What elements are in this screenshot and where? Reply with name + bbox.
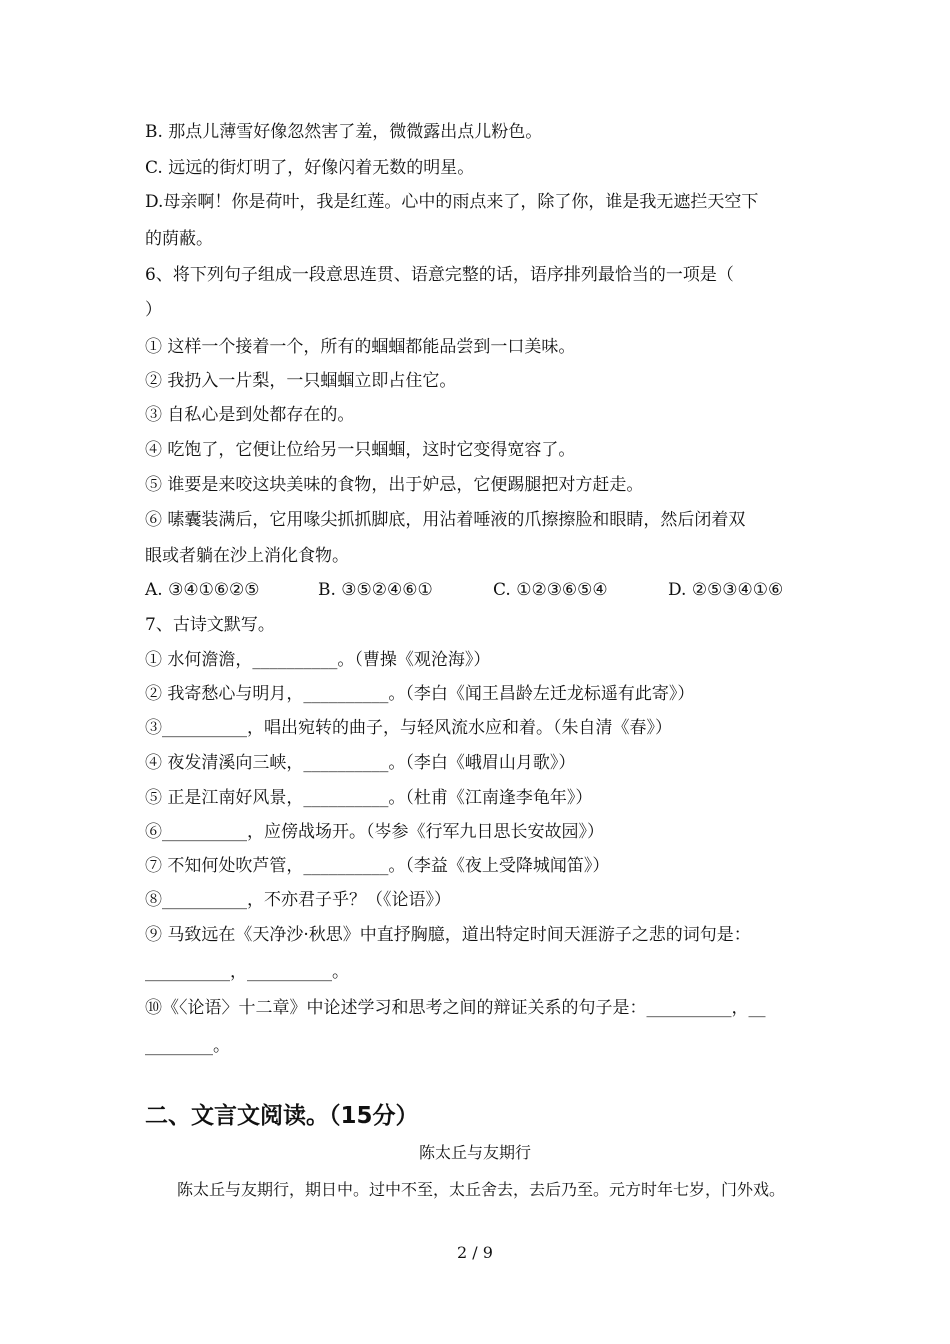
line-option-b: B. 那点儿薄雪好像忽然害了羞，微微露出点儿粉色。 bbox=[145, 122, 543, 142]
poem-9: ⑨ 马致远在《天净沙·秋思》中直抒胸臆，道出特定时间天涯游子之悲的词句是： bbox=[145, 925, 751, 945]
passage-body: 陈太丘与友期行，期日中。过中不至，太丘舍去，去后乃至。元方时年七岁，门外戏。 bbox=[177, 1180, 786, 1199]
poem-3: ③__________，唱出宛转的曲子，与轻风流水应和着。（朱自清《春》） bbox=[145, 718, 672, 738]
sentence-3: ③ 自私心是到处都存在的。 bbox=[145, 405, 355, 425]
question-7: 7、古诗文默写。 bbox=[145, 615, 275, 635]
line-option-d: D.母亲啊！你是荷叶，我是红莲。心中的雨点来了，除了你，谁是我无遮拦天空下 bbox=[145, 192, 759, 212]
line-option-c: C. 远远的街灯明了，好像闪着无数的明星。 bbox=[145, 158, 475, 178]
poem-7: ⑦ 不知何处吹芦管，__________。（李益《夜上受降城闻笛》） bbox=[145, 856, 610, 876]
option-b: B. ③⑤②④⑥① bbox=[318, 580, 433, 600]
sentence-1: ① 这样一个接着一个，所有的蝈蝈都能品尝到一口美味。 bbox=[145, 337, 576, 357]
poem-9-cont: __________，__________。 bbox=[145, 962, 349, 982]
section-title: 二、文言文阅读。（15分） bbox=[145, 1103, 419, 1129]
question-6-cont: ） bbox=[145, 300, 162, 320]
sentence-2: ② 我扔入一片梨，一只蝈蝈立即占住它。 bbox=[145, 371, 457, 391]
poem-6: ⑥__________，应傍战场开。（岑参《行军九日思长安故园》） bbox=[145, 822, 604, 842]
sentence-6-cont: 眼或者躺在沙上消化食物。 bbox=[145, 546, 349, 566]
sentence-6: ⑥ 嗉囊装满后，它用喙尖抓抓脚底，用沾着唾液的爪擦擦脸和眼睛，然后闭着双 bbox=[145, 510, 746, 530]
option-a: A. ③④①⑥②⑤ bbox=[145, 580, 260, 600]
poem-5: ⑤ 正是江南好风景，__________。（杜甫《江南逢李龟年》） bbox=[145, 788, 593, 808]
question-6: 6、将下列句子组成一段意思连贯、语意完整的话，语序排列最恰当的一项是（ bbox=[145, 265, 734, 285]
line-option-d-cont: 的荫蔽。 bbox=[145, 229, 213, 249]
poem-10: ⑩《〈论语〉十二章》中论述学习和思考之间的辩证关系的句子是：__________，__ bbox=[145, 998, 766, 1018]
poem-2: ② 我寄愁心与明月，__________。（李白《闻王昌龄左迁龙标遥有此寄》） bbox=[145, 684, 695, 704]
poem-8: ⑧__________，不亦君子乎？（《论语》） bbox=[145, 890, 451, 910]
sentence-4: ④ 吃饱了，它便让位给另一只蝈蝈，这时它变得宽容了。 bbox=[145, 440, 576, 460]
poem-1: ① 水何澹澹，__________。（曹操《观沧海》） bbox=[145, 650, 491, 670]
page-number: 2 / 9 bbox=[457, 1243, 493, 1262]
option-d: D. ②⑤③④①⑥ bbox=[668, 580, 784, 600]
passage-title: 陈太丘与友期行 bbox=[418, 1143, 531, 1162]
sentence-5: ⑤ 谁要是来咬这块美味的食物，出于妒忌，它便踢腿把对方赶走。 bbox=[145, 475, 644, 495]
poem-10-cont: ________。 bbox=[145, 1036, 230, 1056]
option-c: C. ①②③⑥⑤④ bbox=[493, 580, 608, 600]
poem-4: ④ 夜发清溪向三峡，__________。（李白《峨眉山月歌》） bbox=[145, 753, 576, 773]
